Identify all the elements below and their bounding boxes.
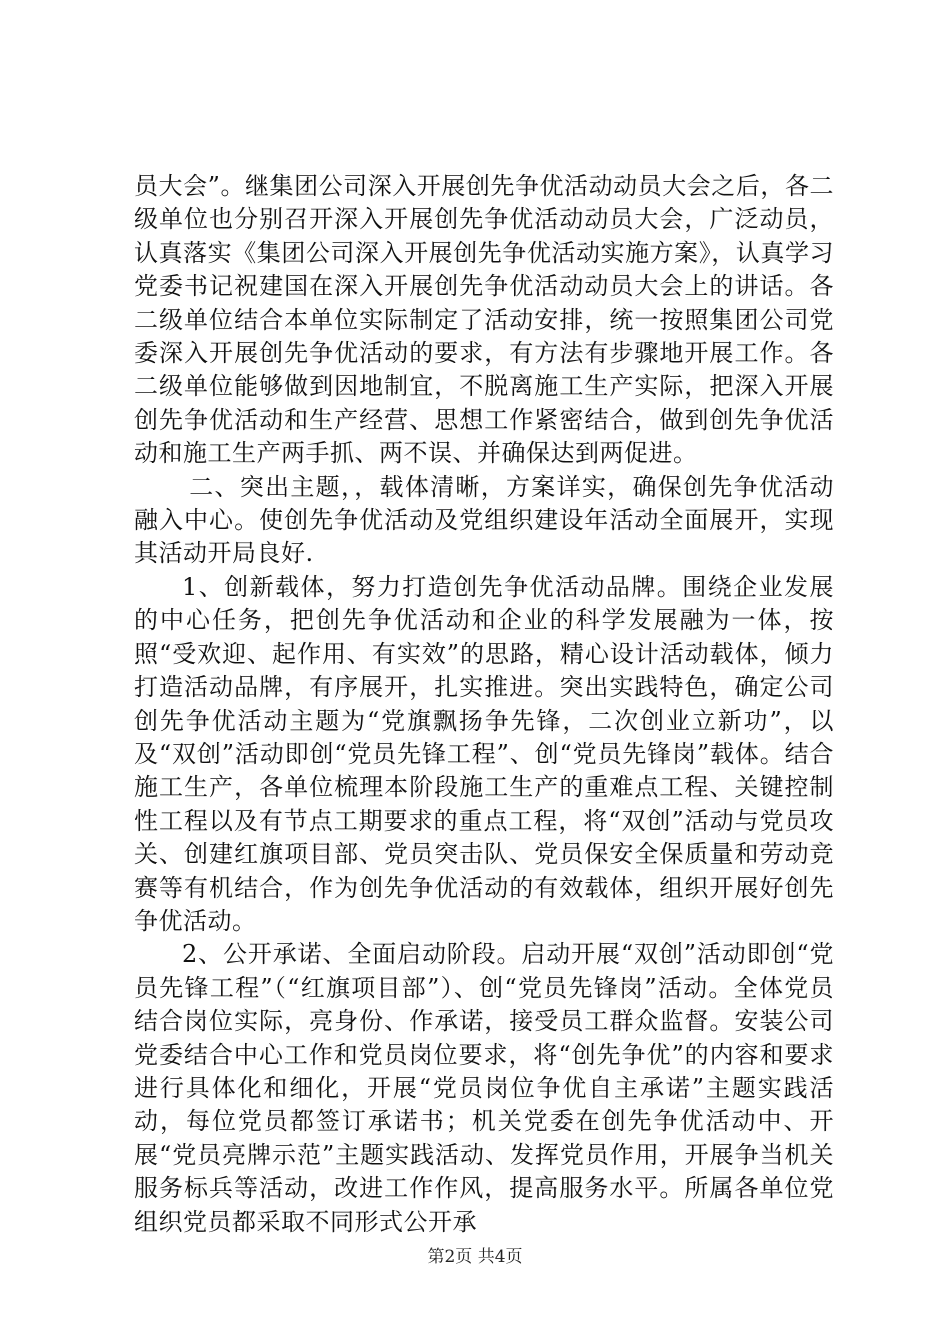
document-body xyxy=(134,170,834,1239)
paragraph-item-one: 1、创新载体，努力打造创先争优活动品牌。围绕企业发展的中心任务，把创先争优活动和企业的科学发展融为一体，按照“受欢迎、起作用、有实效”的思路，精心设计活动载体，倾力打造活动品牌，有序展开，扎实推进。突出实践特色，确定公司创先争优活动主题为“党旗飘扬争先锋，二次创业立新功”，以及“双创”活动即创“党员先锋工程”、创“党员先锋岗”载体。结合施工生产，各单位梳理本阶段施工生产的重难点工程、关键控制性工程以及有节点工期要求的重点工程，将“双创”活动与党员攻关、创建红旗项目部、党员突击队、党员保安全保质量和劳动竞赛等有机结合，作为创先争优活动的有效载体，组织开展好创先争优活动。 xyxy=(134,572,834,935)
paragraph-section-two-heading: 二、突出主题，，载体清晰，方案详实，确保创先争优活动融入中心。使创先争优活动及党组织建设年活动全面展开，实现其活动开局良好. xyxy=(134,472,834,568)
paragraph-mobilization: 员大会”。继集团公司深入开展创先争优活动动员大会之后，各二级单位也分别召开深入开展创先争优活动动员大会，广泛动员，认真落实《集团公司深入开展创先争优活动实施方案》，认真学习党委书记祝建国在深入开展创先争优活动动员大会上的讲话。各二级单位结合本单位实际制定了活动安排，统一按照集团公司党委深入开展创先争优活动的要求，有方法有步骤地开展工作。各二级单位能够做到因地制宜，不脱离施工生产实际，把深入开展创先争优活动和生产经营、思想工作紧密结合，做到创先争优活动和施工生产两手抓、两不误、并确保达到两促进。 xyxy=(134,172,834,468)
page-footer xyxy=(0,1242,950,1267)
paragraph-item-two: 2、公开承诺、全面启动阶段。启动开展“双创”活动即创“党员先锋工程”（“红旗项目部”）、创“党员先锋岗”活动。全体党员结合岗位实际，亮身份、作承诺，接受员工群众监督。安装公司党委结合中心工作和党员岗位要求，将“创先争优”的内容和要求进行具体化和细化，开展“党员岗位争优自主承诺”主题实践活动，每位党员都签订承诺书；机关党委在创先争优活动中、开展“党员亮牌示范”主题实践活动、发挥党员作用，开展争当机关服务标兵等活动，改进工作作风，提高服务水平。所属各单位党组织党员都采取不同形式公开承 xyxy=(134,940,834,1236)
page-number-label: 第2页 共4页 xyxy=(427,1247,523,1267)
